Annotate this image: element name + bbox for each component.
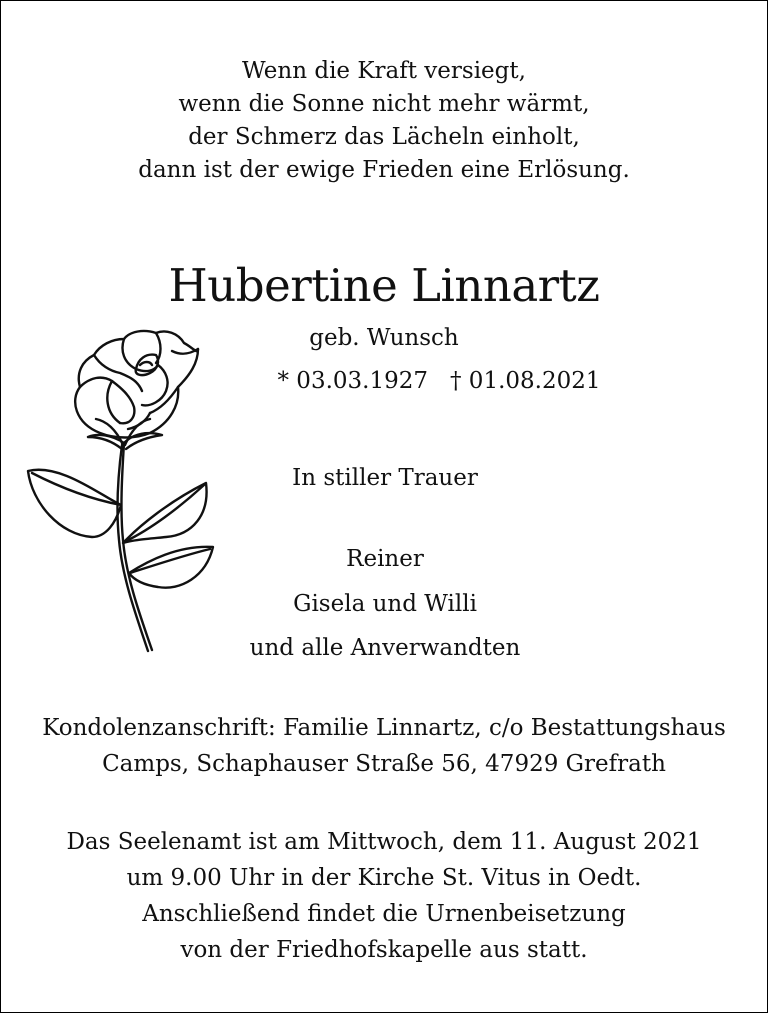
- mourning-heading: In stiller Trauer: [292, 465, 478, 491]
- service-line: Das Seelenamt ist am Mittwoch, dem 11. August 2021: [66, 829, 702, 855]
- verse-line: wenn die Sonne nicht mehr wärmt,: [178, 91, 590, 117]
- service-line: Anschließend findet die Urnenbeisetzung: [142, 901, 626, 927]
- address-line: Kondolenzanschrift: Familie Linnartz, c/o Bestattungshaus: [42, 715, 726, 741]
- verse-line: dann ist der ewige Frieden eine Erlösung.: [138, 157, 630, 183]
- service-notice: [0, 824, 768, 968]
- condolence-address: [0, 710, 768, 782]
- mourner-name: und alle Anverwandten: [249, 635, 521, 661]
- memorial-verse: [0, 55, 768, 187]
- birth-date: * 03.03.1927: [277, 368, 428, 394]
- mourner-name: Reiner: [346, 546, 424, 572]
- address-line: Camps, Schaphauser Straße 56, 47929 Grefrath: [102, 751, 666, 777]
- verse-line: der Schmerz das Lächeln einholt,: [188, 124, 580, 150]
- service-line: von der Friedhofskapelle aus statt.: [180, 937, 588, 963]
- service-line: um 9.00 Uhr in der Kirche St. Vitus in Oedt.: [126, 865, 642, 891]
- death-date: † 01.08.2021: [450, 368, 601, 394]
- mourner-name: Gisela und Willi: [293, 591, 477, 617]
- deceased-name: Hubertine Linnartz: [168, 259, 600, 312]
- maiden-name: geb. Wunsch: [309, 325, 459, 351]
- verse-line: Wenn die Kraft versiegt,: [242, 58, 526, 84]
